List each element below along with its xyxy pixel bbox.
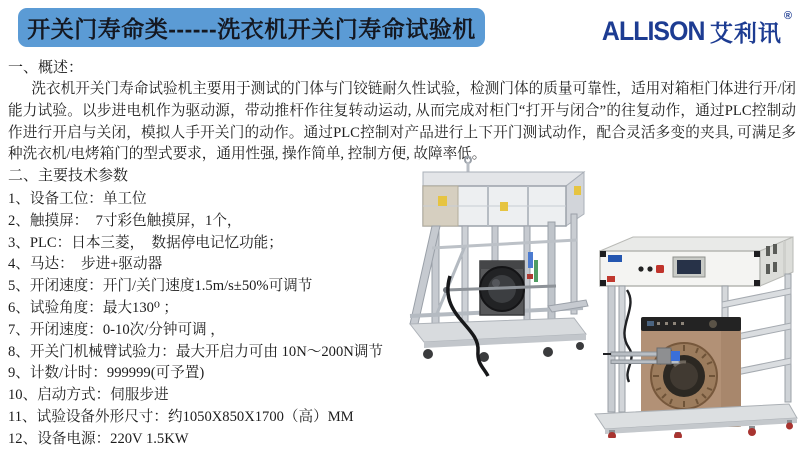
allison-logo [593, 10, 792, 48]
spec-item: 2、触摸屏： 7寸彩色触摸屏，1个， [8, 212, 242, 229]
overview-heading: 一、概述： [8, 60, 84, 76]
page-title-banner [18, 8, 485, 47]
logo-cn-text: 艾利讯 [709, 19, 782, 46]
spec-item: 5、开闭速度：开门/关门速度1.5m/s±50%可调节 [8, 278, 313, 295]
logo-en-text: ALLISON [602, 15, 705, 46]
specs-heading: 二、主要技术参数 [8, 168, 129, 184]
spec-item: 7、开闭速度：0-10次/分钟可调 ， [8, 321, 225, 338]
spec-item: 11、试验设备外形尺寸：约1050X850X1700（高）MM [8, 408, 354, 425]
registered-trademark-icon: ® [783, 10, 792, 22]
overview-paragraph: 洗衣机开关门寿命试验机主要用于测试的门体与门铰链耐久性试验，检测门体的质量可靠性，适用对箱柜门体进行开/闭能力试验。以步进电机作为驱动源，带动推杆作往复转动运动, 从而完成对柜门“打开与闭合”的往复动作，通过PLC控制动作进行开启与关闭，模拟人手开关门的动作。通过PLC控制对产品进行上下开门测试动作，配合灵活多变的夹具, 可满足多种洗衣机/电烤箱门的型式要求，通用性强, 操作简单, 控制方便, 故障率低。 [8, 81, 796, 163]
washing-machine-door-test-machine-photo [553, 224, 799, 438]
spec-item: 6、试验角度：最大130⁰ ； [8, 299, 179, 316]
spec-item: 9、计数/计时：999999(可予置) [8, 365, 205, 382]
spec-item: 8、开关门机械臂试验力：最大开启力可由 10N～200N调节 [8, 343, 383, 360]
spec-item: 1、设备工位：单工位 [8, 191, 147, 207]
spec-list [8, 187, 383, 449]
spec-item: 10、启动方式：伺服步进 [8, 387, 169, 404]
spec-item: 4、马达： 步进+驱动器 [8, 256, 163, 273]
spec-item: 3、PLC：日本三菱， 数据停电记忆功能； [8, 234, 283, 251]
page-title: 开关门寿命类------洗衣机开关门寿命试验机 [27, 16, 476, 42]
spec-item: 12、设备电源：220V 1.5KW [8, 430, 189, 447]
